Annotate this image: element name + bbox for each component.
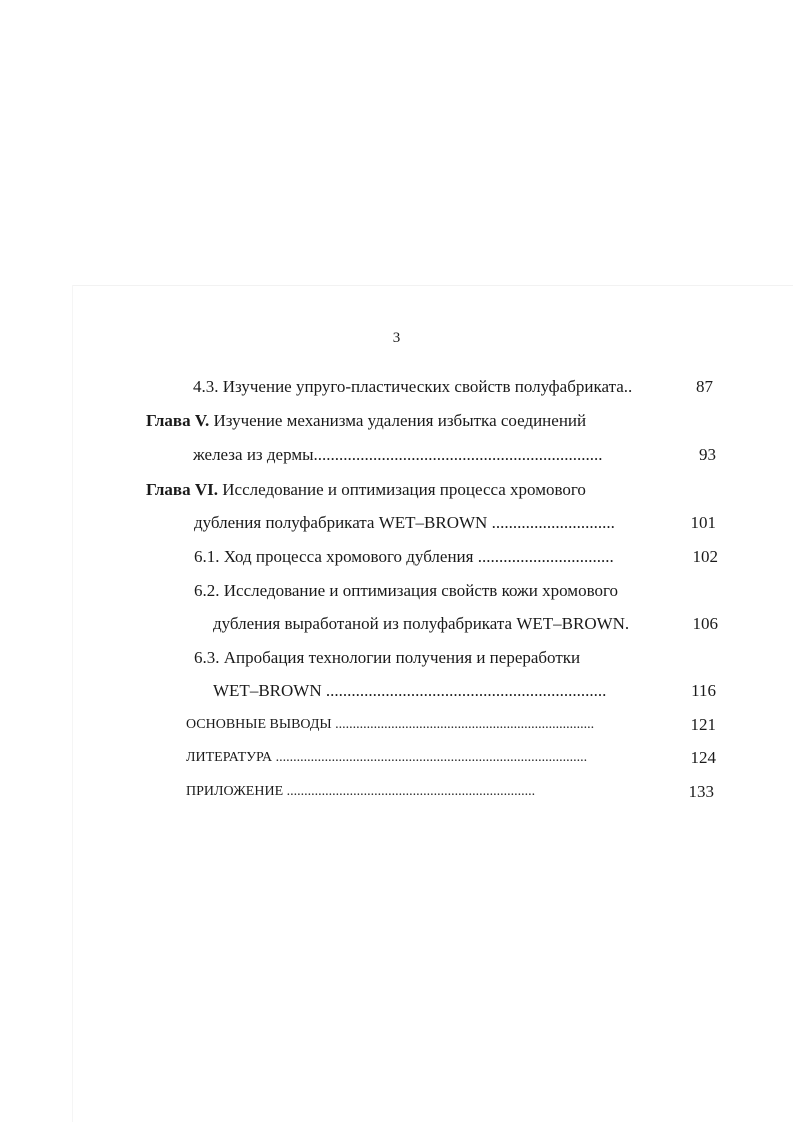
toc-page-conclusions: 121	[690, 715, 716, 734]
toc-entry-chapter-6-cont: дубления полуфабриката WET–BROWN .............................	[194, 513, 615, 532]
chapter-5-title: Изучение механизма удаления избытка соединений	[209, 411, 587, 430]
toc-entry-chapter-5	[146, 410, 586, 432]
chapter-6-title: Исследование и оптимизация процесса хромового	[218, 480, 586, 499]
chapter-6-label: Глава VI.	[146, 480, 219, 499]
toc-page-literature: 124	[690, 748, 716, 767]
toc-entry-appendix: ПРИЛОЖЕНИЕ .......................................................................	[186, 784, 536, 799]
toc-entry-6-1: 6.1. Ход процесса хромового дубления ................................	[194, 547, 614, 566]
toc-entry-6-3-cont: WET–BROWN ..................................................................	[213, 681, 607, 700]
chapter-5-label: Глава V.	[146, 411, 210, 430]
scan-edge-top	[72, 285, 793, 286]
toc-entry-conclusions: ОСНОВНЫЕ ВЫВОДЫ ..........................................................................	[186, 717, 595, 732]
page-number: 3	[392, 330, 401, 346]
toc-page-6-2: 106	[692, 614, 718, 633]
toc-entry-6-3: 6.3. Апробация технологии получения и переработки	[194, 648, 581, 667]
toc-page-appendix: 133	[688, 782, 714, 801]
toc-page-6-3: 116	[691, 681, 716, 700]
toc-page-4-3: 87	[696, 377, 713, 396]
toc-page-chapter-5: 93	[699, 445, 716, 464]
toc-page-chapter-6: 101	[690, 513, 716, 532]
scan-edge-left	[72, 285, 73, 1122]
toc-entry-chapter-6	[146, 479, 586, 501]
toc-entry-6-2-cont: дубления выработаной из полуфабриката WET–BROWN.	[213, 614, 630, 633]
toc-entry-chapter-5-cont: железа из дермы....................................................................	[193, 445, 603, 464]
toc-entry-literature: ЛИТЕРАТУРА .........................................................................................	[186, 750, 588, 765]
toc-entry-6-2: 6.2. Исследование и оптимизация свойств кожи хромового	[194, 581, 619, 600]
toc-entry-4-3: 4.3. Изучение упруго-пластических свойств полуфабриката..	[193, 377, 633, 396]
toc-page-6-1: 102	[692, 547, 718, 566]
